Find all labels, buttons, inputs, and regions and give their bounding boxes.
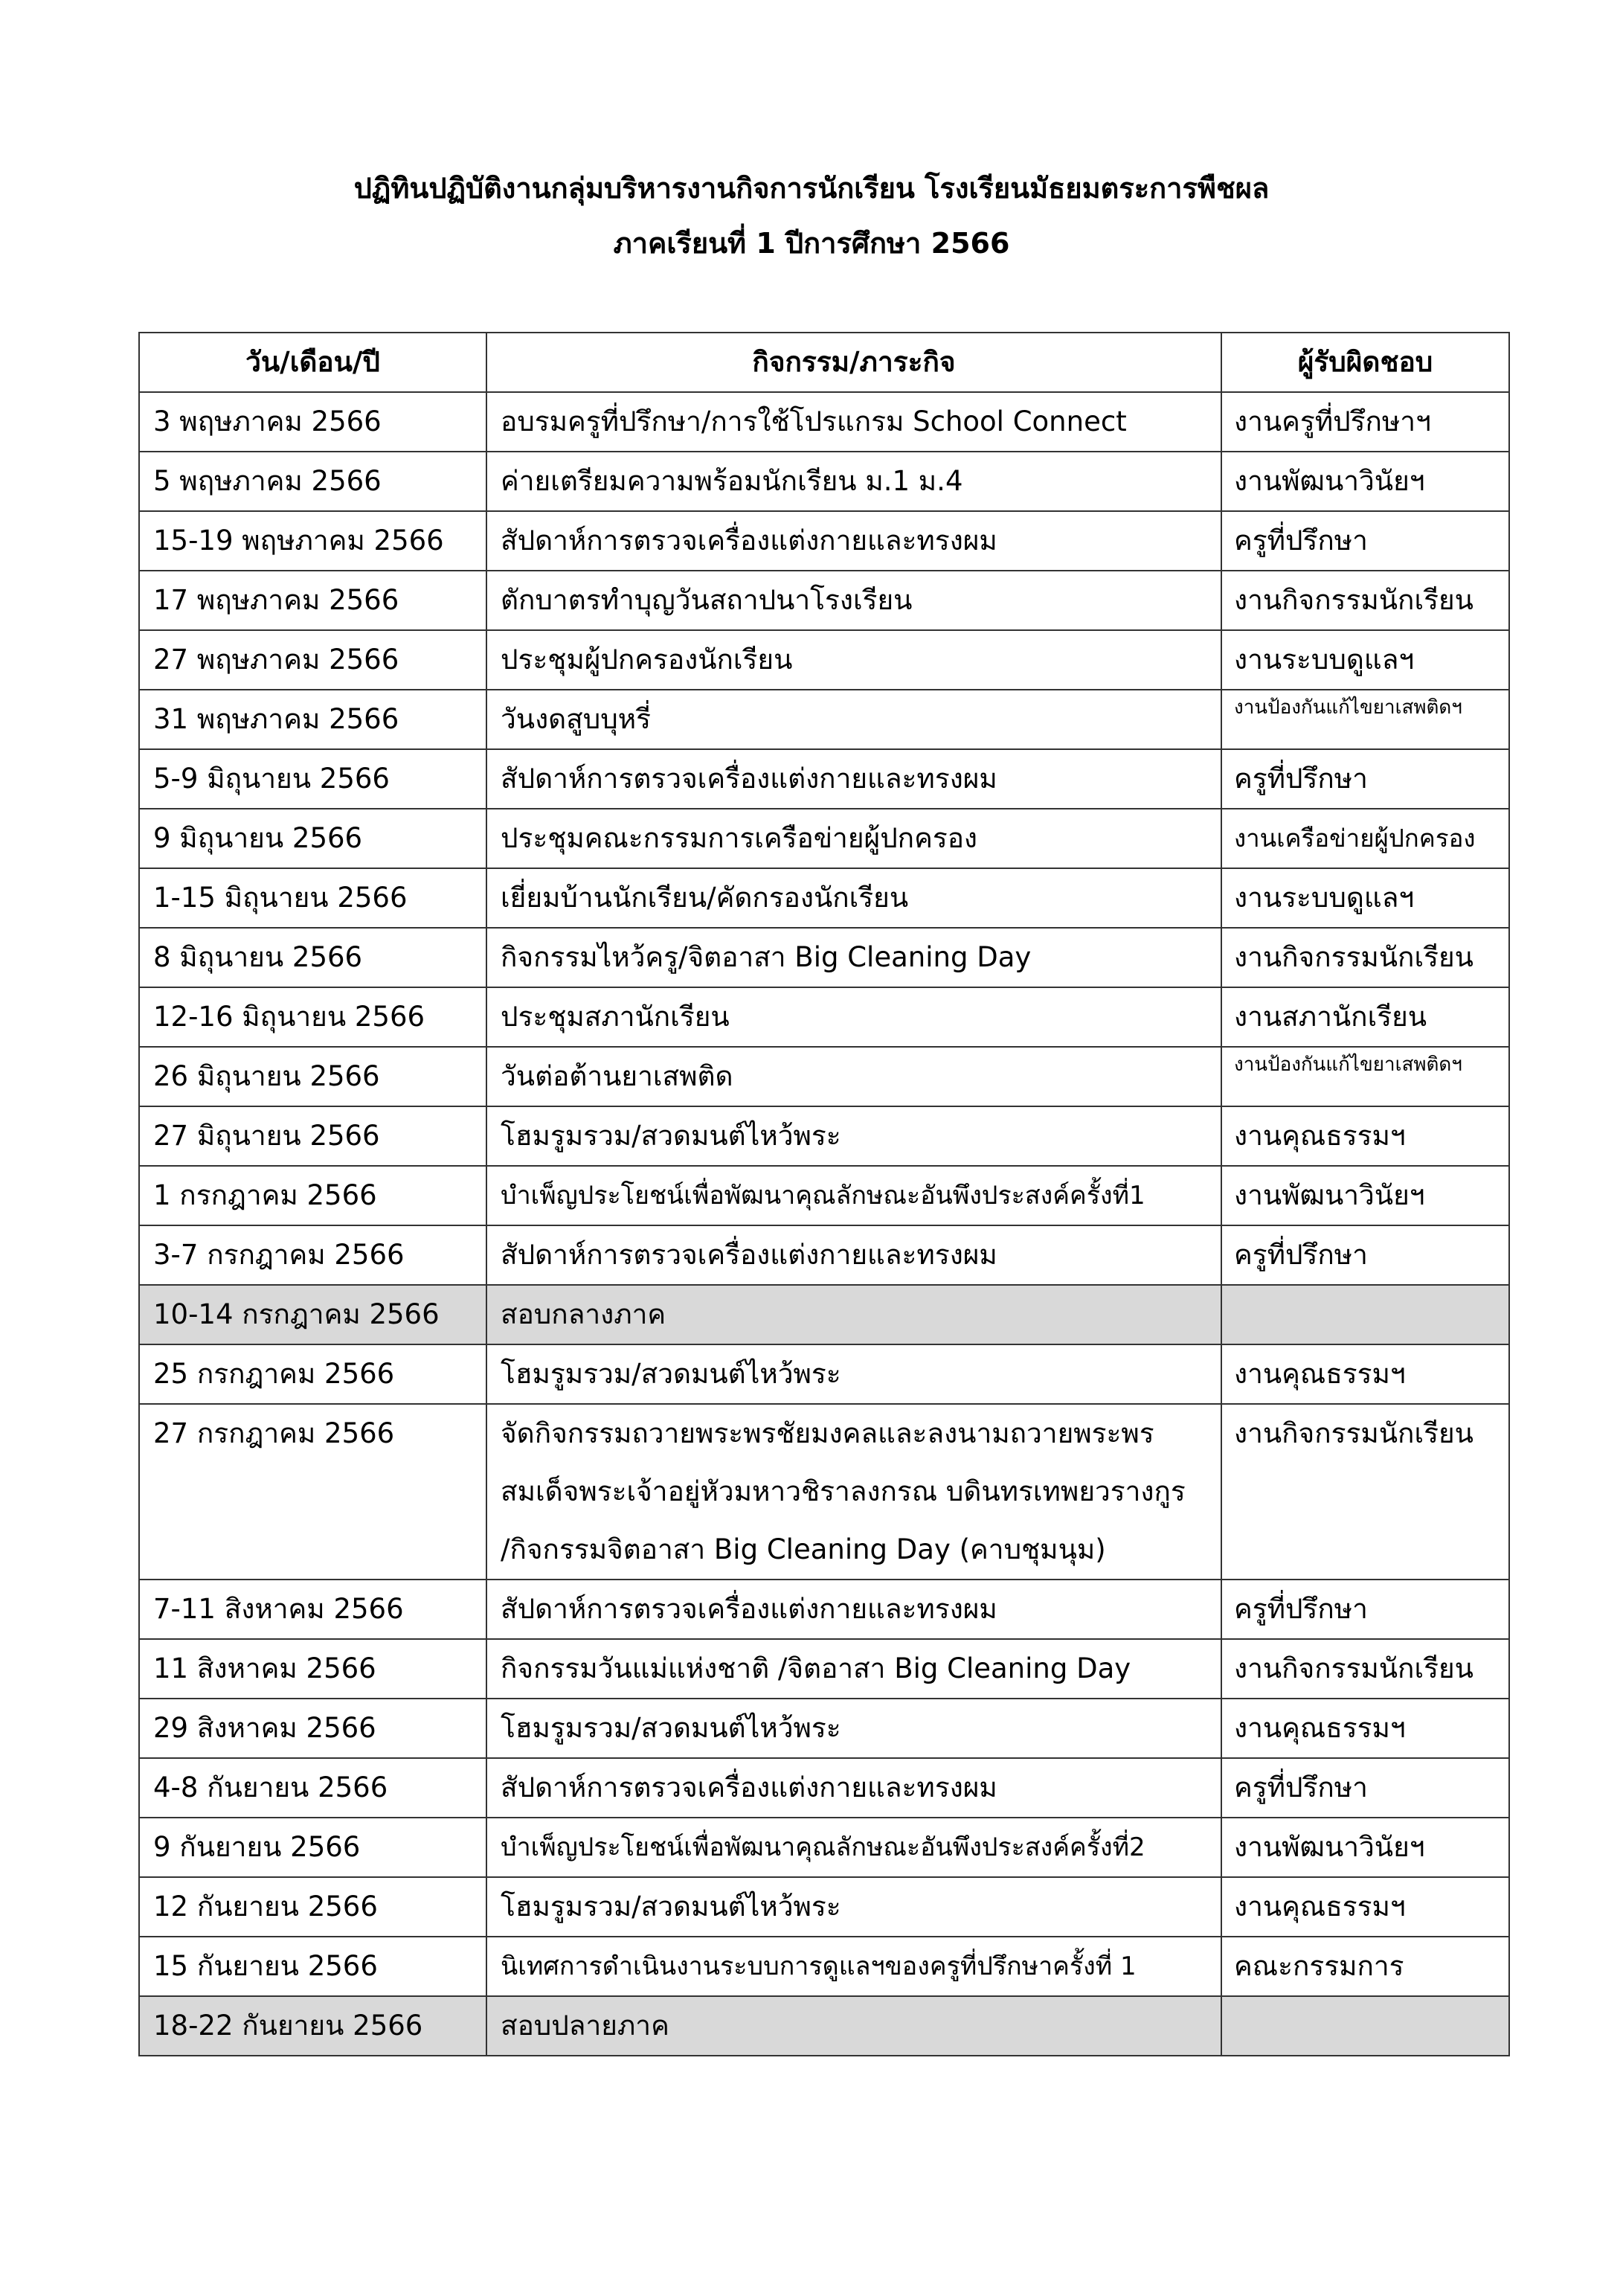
header-activity: กิจกรรม/ภาระกิจ [486, 333, 1221, 392]
table-row [139, 1580, 1509, 1639]
cell-activity: วันงดสูบบุหรี่ [486, 690, 1221, 749]
cell-activity: ค่ายเตรียมความพร้อมนักเรียน ม.1 ม.4 [486, 452, 1221, 511]
cell-date: 9 มิถุนายน 2566 [139, 809, 486, 868]
cell-date: 8 มิถุนายน 2566 [139, 928, 486, 987]
table-row [139, 690, 1509, 749]
cell-responsible: งานระบบดูแลฯ [1221, 868, 1509, 928]
cell-responsible: งานกิจกรรมนักเรียน [1221, 1404, 1509, 1580]
cell-activity: กิจกรรมวันแม่แห่งชาติ /จิตอาสา Big Cleaning Day [486, 1639, 1221, 1699]
cell-responsible: งานกิจกรรมนักเรียน [1221, 928, 1509, 987]
cell-responsible: คณะกรรมการ [1221, 1937, 1509, 1996]
cell-responsible: งานครูที่ปรึกษาฯ [1221, 392, 1509, 452]
table-header-row [139, 333, 1509, 392]
cell-responsible: งานคุณธรรมฯ [1221, 1344, 1509, 1404]
cell-responsible: ครูที่ปรึกษา [1221, 511, 1509, 571]
cell-date: 12-16 มิถุนายน 2566 [139, 987, 486, 1047]
table-row [139, 1344, 1509, 1404]
cell-date: 9 กันยายน 2566 [139, 1818, 486, 1877]
table-row [139, 809, 1509, 868]
cell-date: 25 กรกฎาคม 2566 [139, 1344, 486, 1404]
cell-responsible: งานพัฒนาวินัยฯ [1221, 1166, 1509, 1225]
cell-activity: โฮมรูมรวม/สวดมนต์ไหว้พระ [486, 1699, 1221, 1758]
activity-line: สมเด็จพระเจ้าอยู่หัวมหาวชิราลงกรณ บดินทรเทพยวรางกูร [501, 1475, 1186, 1507]
table-row [139, 1225, 1509, 1285]
table-row [139, 928, 1509, 987]
cell-activity: นิเทศการดำเนินงานระบบการดูแลฯของครูที่ปรึกษาครั้งที่ 1 [486, 1937, 1221, 1996]
cell-activity: สัปดาห์การตรวจเครื่องแต่งกายและทรงผม [486, 1225, 1221, 1285]
cell-responsible: งานป้องกันแก้ไขยาเสพติดฯ [1221, 1047, 1509, 1106]
cell-date: 27 มิถุนายน 2566 [139, 1106, 486, 1166]
cell-date: 17 พฤษภาคม 2566 [139, 571, 486, 630]
cell-date: 3 พฤษภาคม 2566 [139, 392, 486, 452]
cell-responsible: งานกิจกรรมนักเรียน [1221, 571, 1509, 630]
cell-responsible [1221, 1285, 1509, 1344]
cell-date: 5 พฤษภาคม 2566 [139, 452, 486, 511]
cell-responsible: งานระบบดูแลฯ [1221, 630, 1509, 690]
cell-date: 1-15 มิถุนายน 2566 [139, 868, 486, 928]
header-date: วัน/เดือน/ปี [139, 333, 486, 392]
cell-activity: บำเพ็ญประโยชน์เพื่อพัฒนาคุณลักษณะอันพึงประสงค์ครั้งที่1 [486, 1166, 1221, 1225]
table-row-exam [139, 1996, 1509, 2056]
cell-activity: สอบกลางภาค [486, 1285, 1221, 1344]
cell-activity: โฮมรูมรวม/สวดมนต์ไหว้พระ [486, 1877, 1221, 1937]
cell-activity: สัปดาห์การตรวจเครื่องแต่งกายและทรงผม [486, 1580, 1221, 1639]
cell-responsible: งานคุณธรรมฯ [1221, 1699, 1509, 1758]
cell-responsible: งานคุณธรรมฯ [1221, 1106, 1509, 1166]
table-row [139, 392, 1509, 452]
cell-responsible: งานคุณธรรมฯ [1221, 1877, 1509, 1937]
cell-date: 15-19 พฤษภาคม 2566 [139, 511, 486, 571]
activity-line: /กิจกรรมจิตอาสา Big Cleaning Day (คาบชุมนุม) [501, 1533, 1106, 1565]
cell-date: 3-7 กรกฎาคม 2566 [139, 1225, 486, 1285]
cell-activity: สอบปลายภาค [486, 1996, 1221, 2056]
activity-line: จัดกิจกรรมถวายพระพรชัยมงคลและลงนามถวายพระพร [501, 1417, 1154, 1449]
cell-responsible: งานสภานักเรียน [1221, 987, 1509, 1047]
cell-responsible: งานกิจกรรมนักเรียน [1221, 1639, 1509, 1699]
cell-date: 11 สิงหาคม 2566 [139, 1639, 486, 1699]
table-row [139, 1937, 1509, 1996]
table-row [139, 1758, 1509, 1818]
cell-activity [486, 1404, 1221, 1580]
cell-date: 27 พฤษภาคม 2566 [139, 630, 486, 690]
cell-activity: สัปดาห์การตรวจเครื่องแต่งกายและทรงผม [486, 511, 1221, 571]
cell-date: 27 กรกฎาคม 2566 [139, 1404, 486, 1580]
cell-responsible: งานพัฒนาวินัยฯ [1221, 452, 1509, 511]
table-row [139, 571, 1509, 630]
cell-date: 10-14 กรกฎาคม 2566 [139, 1285, 486, 1344]
cell-responsible: ครูที่ปรึกษา [1221, 1758, 1509, 1818]
cell-responsible [1221, 1996, 1509, 2056]
table-row [139, 1404, 1509, 1580]
cell-responsible: งานป้องกันแก้ไขยาเสพติดฯ [1221, 690, 1509, 749]
document-title: ปฏิทินปฏิบัติงานกลุ่มบริหารงานกิจการนักเรียน โรงเรียนมัธยมตระการพืชผล [353, 172, 1270, 205]
cell-activity: โฮมรูมรวม/สวดมนต์ไหว้พระ [486, 1344, 1221, 1404]
cell-activity: โฮมรูมรวม/สวดมนต์ไหว้พระ [486, 1106, 1221, 1166]
cell-activity: สัปดาห์การตรวจเครื่องแต่งกายและทรงผม [486, 749, 1221, 809]
cell-date: 15 กันยายน 2566 [139, 1937, 486, 1996]
cell-activity: เยี่ยมบ้านนักเรียน/คัดกรองนักเรียน [486, 868, 1221, 928]
cell-date: 26 มิถุนายน 2566 [139, 1047, 486, 1106]
cell-date: 7-11 สิงหาคม 2566 [139, 1580, 486, 1639]
cell-activity: ประชุมคณะกรรมการเครือข่ายผู้ปกครอง [486, 809, 1221, 868]
table-row [139, 987, 1509, 1047]
cell-activity: อบรมครูที่ปรึกษา/การใช้โปรแกรม School Connect [486, 392, 1221, 452]
cell-activity: บำเพ็ญประโยชน์เพื่อพัฒนาคุณลักษณะอันพึงประสงค์ครั้งที่2 [486, 1818, 1221, 1877]
table-row [139, 1047, 1509, 1106]
table-row [139, 1106, 1509, 1166]
cell-date: 18-22 กันยายน 2566 [139, 1996, 486, 2056]
cell-date: 5-9 มิถุนายน 2566 [139, 749, 486, 809]
document-subtitle: ภาคเรียนที่ 1 ปีการศึกษา 2566 [613, 227, 1010, 260]
table-row [139, 630, 1509, 690]
table-row [139, 749, 1509, 809]
table-row [139, 452, 1509, 511]
cell-date: 12 กันยายน 2566 [139, 1877, 486, 1937]
cell-responsible: ครูที่ปรึกษา [1221, 749, 1509, 809]
table-row [139, 511, 1509, 571]
table-row [139, 1166, 1509, 1225]
table-row [139, 1877, 1509, 1937]
table-row [139, 1699, 1509, 1758]
cell-date: 4-8 กันยายน 2566 [139, 1758, 486, 1818]
cell-activity: ประชุมผู้ปกครองนักเรียน [486, 630, 1221, 690]
cell-activity: กิจกรรมไหว้ครู/จิตอาสา Big Cleaning Day [486, 928, 1221, 987]
table-row [139, 1639, 1509, 1699]
cell-activity: ประชุมสภานักเรียน [486, 987, 1221, 1047]
table-row-exam [139, 1285, 1509, 1344]
calendar-table [138, 332, 1510, 2056]
table-row [139, 1818, 1509, 1877]
cell-activity: ตักบาตรทำบุญวันสถาปนาโรงเรียน [486, 571, 1221, 630]
header-responsible: ผู้รับผิดชอบ [1221, 333, 1509, 392]
cell-activity: วันต่อต้านยาเสพติด [486, 1047, 1221, 1106]
cell-date: 29 สิงหาคม 2566 [139, 1699, 486, 1758]
cell-responsible: ครูที่ปรึกษา [1221, 1225, 1509, 1285]
cell-date: 1 กรกฎาคม 2566 [139, 1166, 486, 1225]
cell-responsible: ครูที่ปรึกษา [1221, 1580, 1509, 1639]
cell-date: 31 พฤษภาคม 2566 [139, 690, 486, 749]
cell-responsible: งานเครือข่ายผู้ปกครอง [1221, 809, 1509, 868]
table-row [139, 868, 1509, 928]
cell-responsible: งานพัฒนาวินัยฯ [1221, 1818, 1509, 1877]
cell-activity: สัปดาห์การตรวจเครื่องแต่งกายและทรงผม [486, 1758, 1221, 1818]
